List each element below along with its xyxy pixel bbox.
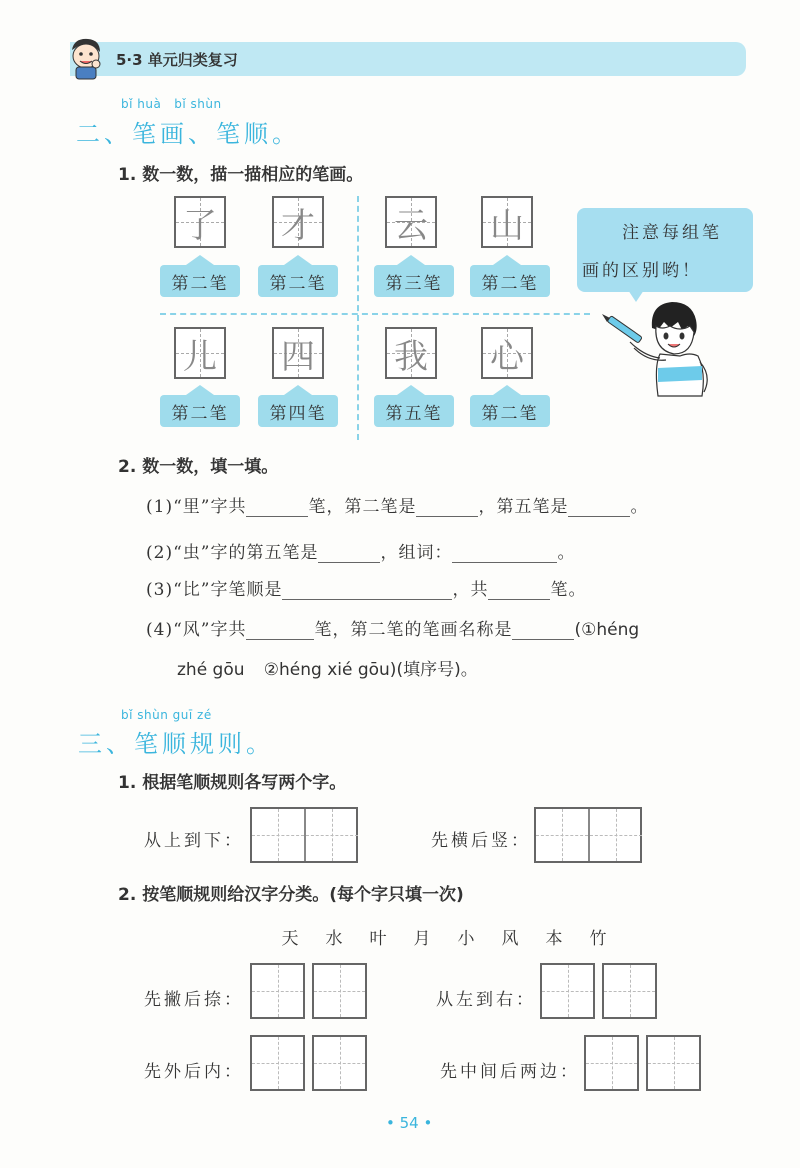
label-pie-then-na: 先撇后捺： — [144, 990, 244, 1010]
char-item: 风 — [501, 929, 519, 949]
q-text: ②héng xié gōu)(填序号)。 — [263, 660, 478, 680]
q-text: 。 — [557, 543, 576, 563]
label-horizontal-then-vertical: 先横后竖： — [431, 831, 531, 851]
char-item: 月 — [413, 929, 431, 949]
answer-blank[interactable] — [452, 544, 557, 563]
divider-horizontal — [160, 313, 590, 315]
answer-blank[interactable] — [246, 498, 308, 517]
char-item: 竹 — [589, 929, 607, 949]
q-text: 笔。 — [550, 580, 587, 600]
bubble-text-line1: 注意每组笔 — [622, 223, 722, 243]
s3-q2-title: 2. 按笔顺规则给汉字分类。(每个字只填一次) — [118, 885, 464, 905]
label-left-to-right: 从左到右： — [436, 990, 536, 1010]
answer-blank[interactable] — [318, 544, 380, 563]
section2-title: 二、笔画、笔顺。 — [76, 120, 300, 148]
char-glyph: 云 — [394, 205, 428, 246]
answer-blank[interactable] — [416, 498, 478, 517]
boy-with-pencil-illustration — [600, 296, 720, 406]
writing-grid-top-to-bottom[interactable] — [250, 807, 358, 863]
char-glyph: 山 — [490, 205, 524, 246]
writing-cell[interactable] — [602, 963, 657, 1019]
stroke-label-8: 第二笔 — [470, 395, 550, 427]
char-box-1 — [174, 196, 226, 248]
q-text: zhé gōu — [177, 660, 245, 680]
arrow-up-icon — [397, 255, 425, 265]
arrow-up-icon — [397, 385, 425, 395]
q1-title: 1. 数一数，描一描相应的笔画。 — [118, 165, 364, 185]
label-outside-then-inside: 先外后内： — [144, 1062, 244, 1082]
stroke-label-4: 第二笔 — [470, 265, 550, 297]
answer-blank[interactable] — [488, 581, 550, 600]
q-text: ，共 — [452, 580, 489, 600]
bubble-text-line2: 画的区别哟！ — [582, 261, 702, 281]
char-item: 天 — [281, 929, 299, 949]
arrow-up-icon — [493, 255, 521, 265]
mascot-icon — [66, 36, 106, 80]
q-text: (1)“里”字共 — [146, 497, 247, 517]
answer-blank[interactable] — [246, 621, 314, 640]
char-box-8 — [481, 327, 533, 379]
writing-cell[interactable] — [646, 1035, 701, 1091]
q-text: (4)“风”字共 — [146, 620, 247, 640]
char-box-2 — [272, 196, 324, 248]
section2-pinyin: bǐ huà bǐ shùn — [121, 97, 222, 111]
character-list — [268, 924, 620, 949]
header-title: 5·3 单元归类复习 — [116, 51, 238, 69]
arrow-up-icon — [284, 255, 312, 265]
char-box-5 — [174, 327, 226, 379]
char-glyph: 心 — [490, 336, 524, 377]
q-text: ，第五笔是 — [478, 497, 569, 517]
stroke-label-5: 第二笔 — [160, 395, 240, 427]
writing-cell[interactable] — [312, 1035, 367, 1091]
writing-grid-horizontal-then-vertical[interactable] — [534, 807, 642, 863]
answer-blank[interactable] — [512, 621, 574, 640]
q-text: 笔，第二笔是 — [308, 497, 417, 517]
page-number: • 54 • — [386, 1114, 433, 1132]
char-glyph: 儿 — [183, 336, 217, 377]
answer-blank[interactable] — [282, 581, 452, 600]
char-box-3 — [385, 196, 437, 248]
writing-cell[interactable] — [584, 1035, 639, 1091]
writing-cell[interactable] — [250, 963, 305, 1019]
char-box-6 — [272, 327, 324, 379]
char-glyph: 我 — [394, 336, 428, 377]
arrow-up-icon — [284, 385, 312, 395]
section3-pinyin: bǐ shùn guī zé — [121, 708, 212, 722]
fill-question-2 — [146, 538, 575, 563]
char-glyph: 了 — [183, 205, 217, 246]
writing-cell[interactable] — [540, 963, 595, 1019]
stroke-label-3: 第三笔 — [374, 265, 454, 297]
arrow-up-icon — [186, 385, 214, 395]
q-text: ，组词： — [380, 543, 453, 563]
s3-q1-title: 1. 根据笔顺规则各写两个字。 — [118, 773, 347, 793]
stroke-label-6: 第四笔 — [258, 395, 338, 427]
writing-cell[interactable] — [312, 963, 367, 1019]
char-glyph: 才 — [281, 205, 315, 246]
char-item: 水 — [325, 929, 343, 949]
label-top-to-bottom: 从上到下： — [144, 831, 244, 851]
char-item: 小 — [457, 929, 475, 949]
answer-blank[interactable] — [568, 498, 630, 517]
char-item: 本 — [545, 929, 563, 949]
fill-question-3 — [146, 575, 586, 600]
q2-title: 2. 数一数，填一填。 — [118, 457, 279, 477]
q-text: (①héng — [574, 620, 640, 640]
fill-question-4 — [146, 615, 639, 640]
char-box-4 — [481, 196, 533, 248]
q-text: 笔，第二笔的笔画名称是 — [314, 620, 513, 640]
stroke-label-2: 第二笔 — [258, 265, 338, 297]
stroke-label-1: 第二笔 — [160, 265, 240, 297]
char-glyph: 四 — [281, 336, 315, 377]
q-text: (2)“虫”字的第五笔是 — [146, 543, 319, 563]
char-box-7 — [385, 327, 437, 379]
arrow-up-icon — [186, 255, 214, 265]
writing-cell[interactable] — [250, 1035, 305, 1091]
fill-question-4-cont — [177, 655, 478, 680]
arrow-up-icon — [493, 385, 521, 395]
q-text: (3)“比”字笔顺是 — [146, 580, 283, 600]
label-middle-then-sides: 先中间后两边： — [440, 1062, 580, 1082]
char-item: 叶 — [369, 929, 387, 949]
q-text: 。 — [630, 497, 649, 517]
fill-question-1 — [146, 492, 648, 517]
section3-title: 三、笔顺规则。 — [78, 730, 274, 758]
divider-vertical — [357, 196, 359, 440]
stroke-label-7: 第五笔 — [374, 395, 454, 427]
